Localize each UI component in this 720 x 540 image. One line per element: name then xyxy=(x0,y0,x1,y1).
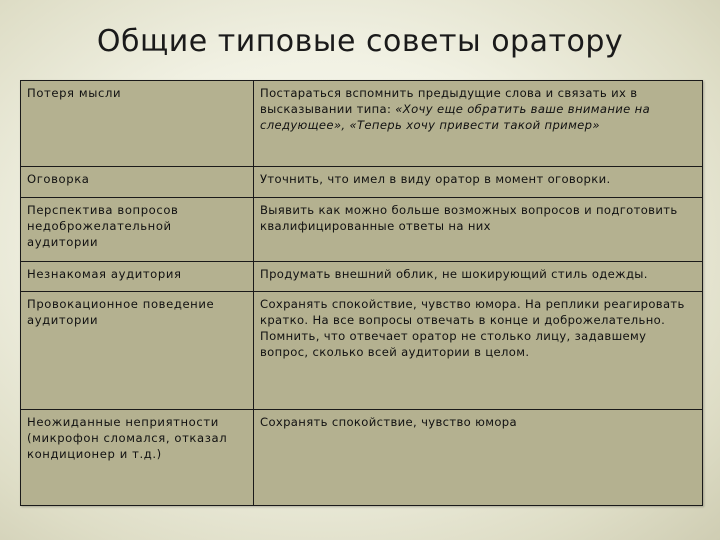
situation-cell: Потеря мысли xyxy=(21,81,254,167)
advice-text: Постараться вспомнить предыдущие слова и связать их в высказывании типа: xyxy=(260,86,638,116)
advice-cell: Продумать внешний облик, не шокирующий стиль одежды. xyxy=(254,262,703,292)
situation-cell: Перспектива вопросов недоброжелательной аудитории xyxy=(21,198,254,262)
advice-cell: Сохранять спокойствие, чувство юмора xyxy=(254,410,703,506)
table-row xyxy=(21,292,703,410)
situation-cell: Неожиданные неприятности (микрофон сломался, отказал кондиционер и т.д.) xyxy=(21,410,254,506)
situation-cell: Оговорка xyxy=(21,167,254,198)
table-row xyxy=(21,198,703,262)
table-row xyxy=(21,262,703,292)
advice-cell xyxy=(254,81,703,167)
situation-cell: Провокационное поведение аудитории xyxy=(21,292,254,410)
advice-cell: Выявить как можно больше возможных вопросов и подготовить квалифицированные ответы на них xyxy=(254,198,703,262)
table-row xyxy=(21,81,703,167)
advice-cell: Уточнить, что имел в виду оратор в момент оговорки. xyxy=(254,167,703,198)
table-row xyxy=(21,410,703,506)
advice-example-text: «Хочу еще обратить ваше внимание на следующее», «Теперь хочу привести такой пример» xyxy=(260,102,651,132)
slide-title: Общие типовые советы оратору xyxy=(96,24,624,59)
advice-table xyxy=(20,80,703,506)
situation-cell: Незнакомая аудитория xyxy=(21,262,254,292)
advice-cell: Сохранять спокойствие, чувство юмора. На реплики реагировать кратко. На все вопросы отвечать в конце и доброжелательно. Помнить, что отвечает оратор не столько лицу, задавшему вопрос, сколько всей аудитории в целом. xyxy=(254,292,703,410)
table-row xyxy=(21,167,703,198)
